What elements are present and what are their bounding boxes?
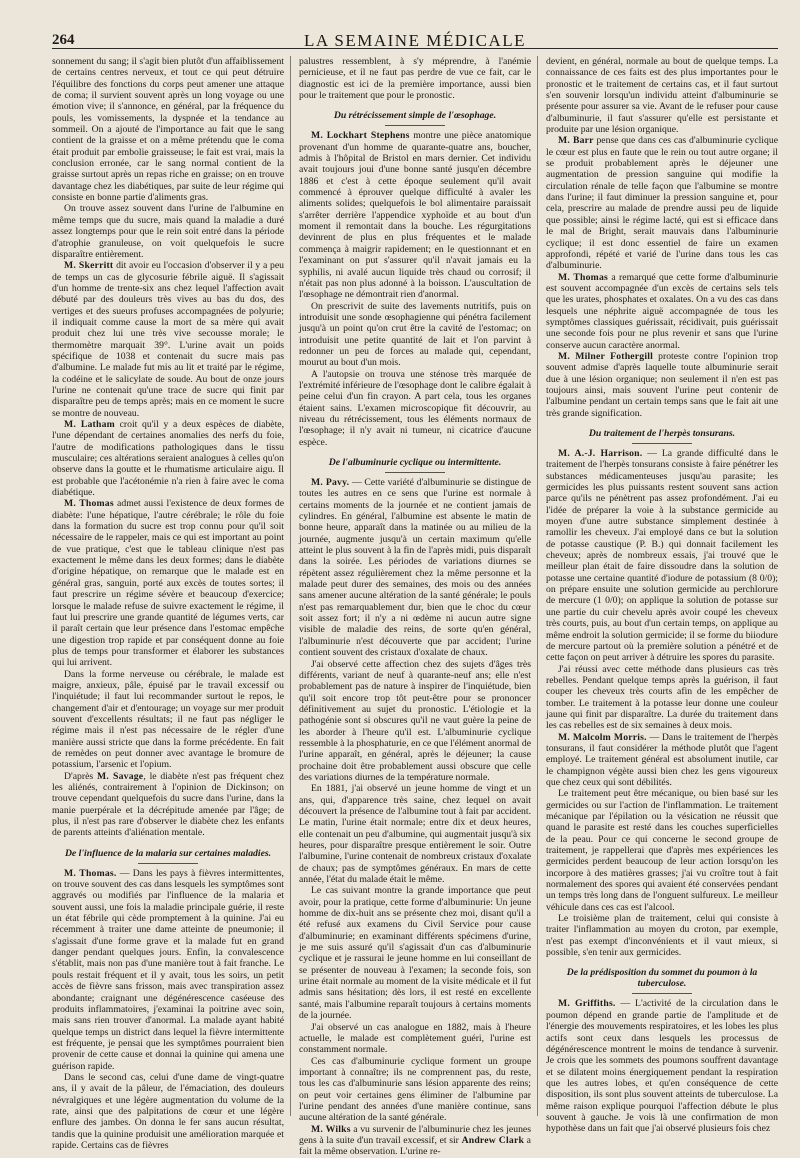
speaker-name: M. Latham	[64, 419, 115, 430]
paragraph-text: a fait la même observation. L'urine re-	[299, 1134, 531, 1158]
paragraph	[299, 477, 531, 659]
speaker-name: Andrew Clark	[461, 1134, 525, 1146]
paragraph: devient, en général, normale au bout de quelque temps. La connaissance de ces faits est des plus importantes pour le pronostic et le traitement de certains cas, et il faut surtout s'en souvenir lorsqu'un individu atteint d'albuminurie se présente pour assurer sa vie. Avant de le refuser pour cause d'albuminurie, il faut s'assurer qu'elle est persistante et produite par une lésion organique.	[546, 56, 778, 136]
speaker-name: M. Wilks	[311, 1123, 351, 1135]
section-heading: Du rétrécissement simple de l'œsophage.	[333, 110, 497, 122]
paragraph-text: a vu survenir de l'albuminurie chez les jeunes gens à la suite d'un travail excessif, et sir	[299, 1123, 531, 1146]
speaker-name: M. Thomas	[558, 271, 608, 283]
paragraph: Le traitement peut être mécanique, ou bien basé sur les germicides ou sur l'action de l'inflammation. Le traitement mécanique par l'épilation ou la vésication ne réussit que quand le parasite est resté dans les couches superficielles de la peau. Pour ce qui concerne le second groupe de traitement, je rappellerai que d'après mes expériences les germicides perdent beaucoup de leur action lorsqu'on les incorpore à des matières grasses; j'ai vu croître tout à fait normalement des spores qui avaient été conservées pendant un temps très long dans de l'onguent sulfureux. Le meilleur véhicule dans ces cas est l'alcool.	[546, 788, 778, 913]
paragraph	[546, 135, 778, 271]
speaker-name: M. Savage	[97, 770, 144, 782]
paragraph	[52, 498, 284, 668]
paragraph: Ces cas d'albuminurie cyclique forment un groupe important à connaître; ils ne comprennent pas, du reste, tous les cas d'albuminurie sans lésion apparente des reins; on peut voir certaines gens éliminer de l'albumine par l'urine pendant des années d'une manière continue, sans aucune altération de la santé générale.	[299, 1055, 531, 1124]
section-rule	[632, 443, 692, 444]
journal-title: LA SEMAINE MÉDICALE	[303, 31, 527, 50]
paragraph	[546, 351, 778, 419]
paragraph: On prescrivit de suite des lavements nutritifs, puis on introduisit une sonde œsophagienne qui pénétra facilement jusqu'à un point qu'on crut être la cavité de l'estomac; on introduisit une petite quantité de lait et l'on parvint à redonner un peu de forces au malade qui, cependant, mourut au bout d'un mois.	[299, 300, 531, 369]
paragraph	[299, 130, 531, 300]
section-rule	[385, 125, 445, 126]
section-heading: De l'influence de la malaria sur certaines maladies.	[64, 847, 272, 859]
speaker-name: M. Milner Fothergill	[558, 350, 654, 362]
paragraph: Le troisième plan de traitement, celui qui consiste à traiter l'inflammation au moyen du croton, par exemple, n'est pas exempt d'inconvénients et il vaut mieux, si possible, s'en tenir aux germicides.	[546, 913, 778, 959]
paragraph-text: — Dans le traitement de l'herpès tonsurans, il faut considérer la méthode plutôt que l'agent employé. Le traitement général est absolument inutile, car le champignon végète aussi bien chez les gens vigoureux que chez ceux qui sont débilités.	[546, 731, 778, 788]
speaker-name: M. Barr	[558, 135, 594, 147]
column-3	[546, 56, 779, 1135]
speaker-name: M. Malcolm Morris.	[558, 731, 647, 743]
paragraph-text: — Cette variété d'albuminurie se distingue de toutes les autres en ce sens que l'urine est normale à certains moments de la journée et ne contient jamais de cylindres. En général, l'albumine est absente le matin de bonne heure, apparaît dans la matinée ou au milieu de la journée, augmente jusqu'à un certain maximum qu'elle atteint le plus souvent à la fin de l'après midi, puis disparaît dans la soirée. Les périodes de variations diurnes se répètent assez régulièrement chez la même personne et la malade peut durer des semaines, des mois ou des années sans amener aucune altération de la santé générale; le pouls n'est pas remarquablement dur, bien que le choc du cœur soit assez fort; il n'y a ni œdème ni aucun autre signe visible de maladie des reins, de sorte qu'en général, l'albuminurie n'est découverte que par accident; l'urine contient souvent des cristaux d'oxalate de chaux.	[299, 477, 531, 659]
paragraph: Dans la forme nerveuse ou cérébrale, le malade est maigre, anxieux, pâle, épuisé par le travail excessif ou l'inquiétude; il faut lui recommander surtout le repos, le changement d'air et d'entourage; un voyage sur mer produit souvent d'excellents résultats; il ne faut pas négliger le régime mais il n'est pas nécessaire de le régler d'une manière aussi stricte que dans la forme précédente. En fait de remèdes on peut donner avec avantage le bromure de potassium, l'arsenic et l'opium.	[52, 668, 284, 771]
speaker-name: M. Pavy.	[311, 477, 350, 488]
paragraph: J'ai observé un cas analogue en 1882, mais à l'heure actuelle, le malade est complètement guéri, l'urine est constamment normale.	[299, 1021, 531, 1056]
paragraph: A l'autopsie on trouva une sténose très marquée de l'extrémité inférieure de l'œsophage dont le calibre égalait à peine celui d'un fin crayon. A part cela, tous les organes étaient sains. L'examen microscopique fit découvrir, au niveau du rétrécissement, tous les éléments normaux de l'œsophage; il n'y avait ni tumeur, ni cicatrice d'aucune espèce.	[299, 368, 531, 448]
paragraph-text: — Dans les pays à fièvres intermittentes, on trouve souvent des cas dans lesquels les symptômes sont aggravés ou modifiés par l'influence de la malaria et souvent aussi, une fois la maladie principale guérie, il reste un état fébrile qui cède promptement à la quinine. J'ai eu récemment à traiter une dame atteinte de pneumonie; il s'agissait d'une forme grave et la malade fut en grand danger pendant quelques jours. Enfin, la convalescence s'établit, mais non pas d'une manière tout à fait franche. Le pouls restait fréquent et il y avait, tous les soirs, un petit accès de fièvre sans frisson, mais avec transpiration assez abondante; craignant une dégénérescence caséeuse des produits inflammatoires, j'examinai la poitrine avec soin, mais sans rien trouver d'anormal. La malade ayant habité quelque temps un district dans lequel la fièvre intermittente est fréquente, je pensai que les symptômes pourraient bien provenir de cette cause et donnai la quinine qui amena une guérison rapide.	[52, 867, 284, 1072]
paragraph-text: — La grande difficulté dans le traitement de l'herpès tonsurans consiste à faire pénétrer les substances médicamenteuses jusqu'au parasite; les germicides les plus puissants restent souvent sans action parce qu'ils ne pénètrent pas assez profondément. J'ai eu l'idée de préparer la voie à la substance germicide au moyen d'une autre substance simplement destinée à ramollir les cheveux. J'ai employé dans ce but la solution de potasse caustique (P. B.) qui donnait facilement les cheveux; après de nombreux essais, j'ai trouvé que le meilleur plan était de faire dissoudre dans la solution de potasse une certaine quantité d'iodure de potassium (8 0/0); on prépare ensuite une solution germicide au perchlorure de mercure (1 0/0); on applique la solution de potasse sur une partie du cuir chevelu après avoir coupé les cheveux très courts, puis, au bout d'un certain temps, on applique au même endroit la solution germicide; il se forme du biiodure de mercure partout où la première solution a pénétré et de cette façon on peut arriver à détruire les spores du parasite.	[546, 448, 778, 664]
speaker-name: M. Thomas.	[64, 867, 117, 879]
speaker-name: M. Thomas	[64, 498, 114, 510]
paragraph: J'ai réussi avec cette méthode dans plusieurs cas très rebelles. Pendant quelque temps après la guérison, il faut couper les cheveux très courts afin de les empêcher de tomber. Le traitement à la potasse leur donne une couleur jaune qui finit par disparaître. La durée du traitement dans les cas rebelles est de six semaines à deux mois.	[546, 663, 778, 732]
paragraph-text: proteste contre l'opinion trop souvent admise d'après laquelle toute albuminurie serait due à une lésion organique; non seulement il n'en est pas toujours ainsi, mais souvent l'urine peut contenir de l'albumine pendant un certain temps sans que le fait ait une très grande signification.	[546, 350, 779, 419]
paragraph-text: , le diabète n'est pas fréquent chez les aliénés, contrairement à l'opinion de Dickinson; on trouve cependant quelquefois du sucre dans l'urine, dans la manie puerpérale et la décrépitude amenée par l'âge; de plus, il n'est pas rare d'observer le diabète chez les enfants de parents atteints d'aliénation mentale.	[52, 770, 285, 839]
column-2	[299, 56, 531, 1158]
paragraph: Le cas suivant montre la grande importance que peut avoir, pour la pratique, cette forme d'albuminurie: Un jeune homme de dix-huit ans se présente chez moi, disant qu'il a été refusé aux examens du Civil Service pour cause d'albuminurie; en examinant différents spécimens d'urine, je me suis assuré qu'il s'agissait d'un cas d'albuminurie cyclique et je rassurai le jeune homme en lui conseillant de se présenter de nouveau à l'examen; la seconde fois, son urine était normale au moment de la visite médicale et il fut admis sans hésitation; dès lors, il est resté en excellente santé, mais l'albumine reparaît toujours à certains moments de la journée.	[299, 885, 531, 1022]
speaker-name: M. Lockhart Stephens	[311, 130, 410, 142]
paragraph-text: admet aussi l'existence de deux formes de diabète: l'une hépatique, l'autre cérébrale; le rôle du foie dans la formation du sucre est trop connu pour qu'il soit nécessaire de le rappeler, mais ce qui est important au point de vue pratique, c'est que le tableau clinique n'est pas exactement le même dans les deux formes; dans le diabète d'origine hépatique, on remarque que le malade est en général gras, sanguin, porté aux excès de toutes sortes; il faut prescrire un régime sévère et beaucoup d'exercice; lorsque le malade refuse de suivre exactement le régime, il faut lui prescrire une grande quantité de légumes verts, car il paraît certain que leur présence dans l'estomac empêche une digestion trop rapide et par conséquent donne au foie plus de temps pour transformer et élaborer les substances qui lui arrivent.	[52, 498, 284, 669]
paragraph	[52, 419, 284, 498]
section-heading: Du traitement de l'herpès tonsurans.	[588, 428, 736, 439]
paragraph	[299, 1124, 531, 1158]
speaker-name: M. Skerritt	[64, 260, 114, 272]
paragraph: palustres ressemblent, à s'y méprendre, à l'anémie pernicieuse, et il ne faut pas perdre de vue ce fait, car le diagnostic est ici de la première importance, aussi bien pour le traitement que pour le pronostic.	[299, 56, 531, 102]
speaker-name: M. A.-J. Harrison.	[558, 448, 643, 459]
column-divider	[290, 56, 291, 1116]
speaker-name: M. Griffiths.	[558, 998, 616, 1010]
paragraph: En 1881, j'ai observé un jeune homme de vingt et un ans, qui, d'apparence très saine, chez lequel on avait découvert la présence de l'albumine tout à fait par accident. Le matin, l'urine était normale; entre dix et deux heures, elle contenait un peu d'albumine, qui augmentait jusqu'à six heures, pour disparaître presque entièrement le soir. Outre l'albumine, l'urine contenait de nombreux cristaux d'oxalate de chaux; pas de symptômes généraux. En mars de cette année, l'état du malade était le même.	[299, 783, 531, 886]
paragraph: Dans le second cas, celui d'une dame de vingt-quatre ans, il y avait de la pâleur, de l'émaciation, des douleurs névralgiques et une légère augmentation du volume de la rate, ainsi que des palpitations de cœur et une légère enflure des jambes. On donna le fer sans aucun résultat, tandis que la quinine produisit une amélioration marquée et rapide. Certains cas de fièvres	[52, 1071, 284, 1151]
paragraph	[52, 260, 284, 419]
paragraph	[52, 771, 284, 839]
paragraph-text: — L'activité de la circulation dans le poumon dépend en grande partie de l'amplitude et de l'énergie des mouvements respiratoires, et les lobes les plus actifs sont ceux dans lesquels les processus de dégénérescence montrent le moins de tendance à survenir. Je crois que les sommets des poumons souffrent davantage et se dilatent moins énergiquement pendant la respiration que les autres lobes, et qu'en conséquence de cette disposition, ils sont plus souvent atteints de tuberculose. La même raison explique pourquoi l'affection débute le plus souvent à gauche. Je vois là une confirmation de mon hypothèse dans un fait que j'ai observé plusieurs fois chez	[546, 998, 778, 1135]
section-rule	[385, 472, 445, 473]
section-rule	[138, 863, 198, 864]
section-heading: De la prédisposition du sommet du poumon à la tuberculose.	[566, 967, 758, 990]
paragraph-text: montre une pièce anatomique provenant d'un homme de quarante-quatre ans, boucher, admis à l'hôpital de Bristol en mars dernier. Cet individu avait toujours joui d'une bonne santé jusqu'en décembre 1886 et c'est à cette époque seulement qu'il avait commencé à éprouver quelque difficulté à avaler les aliments solides; quelquefois le bol alimentaire paraissait s'arrêter derrière l'appendice xyphoïde et au bout d'un moment il remontait dans la bouche. Les régurgitations devinrent de plus en plus fréquentes et le malade commença à maigrir rapidement; en le questionnant et en l'examinant on put s'assurer qu'il n'avait jamais eu la syphilis, ni avalé aucun liquide très chaud ou corrosif; il n'était pas non plus adonné à la boisson. L'auscultation de l'œsophage ne démontrait rien d'anormal.	[299, 130, 531, 301]
paragraph	[52, 868, 284, 1072]
paragraph-text: dit avoir eu l'occasion d'observer il y a peu de temps un cas de glycosurie fébrile aiguë. Il s'agissait d'un homme de trente-six ans chez lequel l'affection avait débuté par des douleurs très vives au bas du dos, des vertiges et des sueurs profuses accompagnées de polyurie; il indiquait comme cause la mort de sa mère qui avait produit chez lui une très vive secousse morale; le thermomètre marquait 39°. L'urine avait un poids spécifique de 1038 et contenait du sucre mais pas d'albumine. Le malade fut mis au lit et traité par le régime, la codéine et le salicylate de soude. Au bout de onze jours l'urine ne contenait qu'une trace de sucre qui finit par disparaître peu de temps après; mais en ce moment le sucre se montre de nouveau.	[52, 260, 284, 419]
paragraph-text: pense que dans ces cas d'albuminurie cyclique le cœur est plus en faute que le rein ou tout autre organe; il se produit probablement après le déjeuner une augmentation de pression sanguine qui modifie la circulation rénale de telle façon que l'albumine se montre dans l'urine; il faut diminuer la pression sanguine et, pour cela, prescrire au malade de prendre aussi peu de liquide que possible; ainsi le régime lacté, qui est si efficace dans le mal de Bright, serait mauvais dans l'albuminurie cyclique; il est donc essentiel de faire un examen approfondi, répété et varié de l'urine dans tous les cas d'albuminurie.	[546, 135, 778, 272]
paragraph-text: D'après	[64, 770, 98, 782]
column-divider	[537, 56, 538, 1116]
page-number: 264	[52, 32, 75, 48]
paragraph	[546, 272, 778, 351]
paragraph	[546, 448, 778, 664]
paragraph: J'ai observé cette affection chez des sujets d'âges très différents, variant de neuf à quarante-neuf ans; elle n'est probablement pas de nature à inspirer de l'inquiétude, bien qu'il soit encore trop tôt peut-être pour se prononcer définitivement au sujet du pronostic. L'étiologie et la pathogénie sont si obscures qu'il ne vaut guère la peine de les aborder à l'heure qu'il est. L'albuminurie cyclique ressemble à la phosphaturie, en ce que l'élément anormal de l'urine apparaît, en général, après le déjeuner; la cause prochaine doit être probablement aussi obscure que celle des variations diurnes de la température normale.	[299, 658, 531, 783]
paragraph-text: a remarqué que cette forme d'albuminurie est souvent accompagnée d'un excès de certains sels tels que les urates, phosphates et oxalates. On a vu des cas dans lesquels une néphrite aiguë accompagnée de tous les symptômes classiques guérissait, récidivait, puis guérissait une seconde fois pour ne plus revenir et sans que l'urine conserve aucun caractère anormal.	[546, 271, 778, 351]
section-rule	[632, 993, 692, 994]
paragraph	[546, 998, 778, 1134]
column-1	[52, 56, 285, 1151]
header-rule	[52, 48, 778, 49]
section-heading: De l'albuminurie cyclique ou intermittente.	[328, 457, 502, 468]
paragraph: sonnement du sang; il s'agit bien plutôt d'un affaiblissement de certains centres nerveux, et tout ce qui peut détruire l'équilibre des fonctions du corps peut amener une attaque de coma; il survient souvent après un long voyage ou une émotion vive; il s'annonce, en général, par la fréquence du pouls, les vomissements, la dyspnée et la tendance au sommeil. On a ajouté de l'importance au fait que le sang contient de la graisse et on a même prétendu que le coma était produit par embolie graisseuse; le fait est vrai, mais la conclusion erronée, car le sang normal contient de la graisse surtout après un repas riche en graisse; on en trouve davantage chez les diabétiques, par suite de leur régime qui consiste en bonne partie d'aliments gras.	[52, 56, 284, 204]
paragraph: On trouve assez souvent dans l'urine de l'albumine en même temps que du sucre, mais quand la maladie a duré assez longtemps pour que le rein soit entré dans la période d'atrophie granuleuse, on voit quelquefois le sucre disparaître entièrement.	[52, 203, 284, 260]
paragraph-text: croit qu'il y a deux espèces de diabète, l'une dépendant de certaines anomalies des nerfs du foie, l'autre de modifications pathologiques dans le tissu musculaire; ces altérations seraient analogues à celles qu'on observe dans la goutte et le rhumatisme articulaire aigu. Il est probable que l'acétonémie n'a rien à faire avec le coma diabétique.	[52, 419, 284, 499]
paragraph	[546, 732, 778, 789]
